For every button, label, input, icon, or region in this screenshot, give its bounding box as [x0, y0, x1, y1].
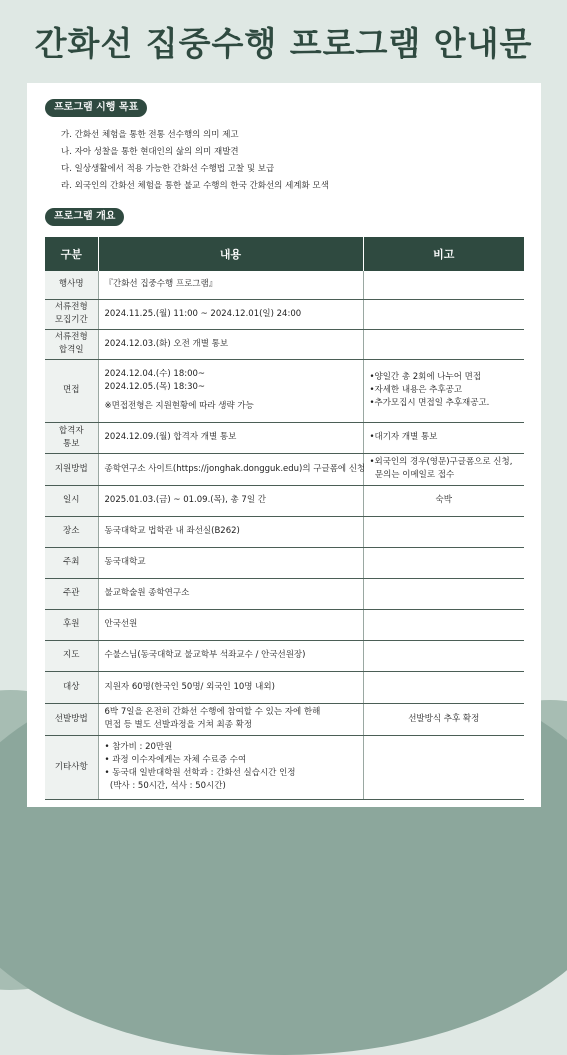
- goal-item: 다. 일상생활에서 적용 가능한 간화선 수행법 고찰 및 보급: [61, 164, 275, 174]
- row-content-line: 2025.01.03.(금) ~ 01.09.(목), 총 7일 간: [104, 495, 266, 505]
- row-label-line: 서류전형: [54, 332, 88, 342]
- row-note: [363, 703, 524, 735]
- row-content-line: 2024.11.25.(월) 11:00 ~ 2024.12.01(일) 24:00: [104, 308, 302, 319]
- row-note-line: 선발방식 추후 확정: [408, 713, 480, 724]
- row-note: [363, 485, 524, 516]
- table-row: [45, 422, 524, 453]
- table-row: [45, 359, 524, 422]
- row-note-line: •외국인의 경우(영문)구글폼으로 신청,: [369, 457, 513, 467]
- row-content: [98, 609, 363, 640]
- row-content: [98, 299, 363, 329]
- row-label: [45, 640, 98, 671]
- row-content-line: 안국선원: [104, 619, 138, 629]
- row-content: [98, 422, 363, 453]
- table-row: [45, 735, 524, 799]
- page-title: 간화선 집중수행 프로그램 안내문: [34, 24, 533, 63]
- row-label: [45, 609, 98, 640]
- row-content: [98, 359, 363, 422]
- row-content-line: (박사 : 50시간, 석사 : 50시간): [104, 781, 226, 791]
- row-content-line: • 동국대 일반대학원 선학과 : 간화선 실습시간 인정: [104, 768, 296, 778]
- table-row: [45, 640, 524, 671]
- row-content-line: 동국대학교 법학관 내 좌선실(B262): [104, 526, 240, 536]
- row-label-line: 지도: [63, 650, 80, 660]
- row-content-line: 동국대학교: [104, 557, 146, 567]
- row-label: [45, 271, 98, 299]
- goal-item: 나. 자아 성찰을 통한 현대인의 삶의 의미 재발견: [61, 147, 239, 157]
- row-label-line: 주관: [63, 588, 80, 598]
- row-label-line: 지원방법: [54, 463, 88, 474]
- table-row: [45, 703, 524, 735]
- row-label-line: 주최: [63, 557, 80, 567]
- row-note: [363, 671, 524, 703]
- row-label: [45, 578, 98, 609]
- row-content: [98, 640, 363, 671]
- row-label-line: 서류전형: [54, 302, 88, 312]
- row-content-line: 2024.12.03.(화) 오전 개별 통보: [104, 338, 229, 349]
- row-note: [363, 735, 524, 799]
- row-label-line: 선발방법: [54, 713, 88, 724]
- row-content: [98, 329, 363, 359]
- row-content-line: 수불스님(동국대학교 불교학부 석좌교수 / 안국선원장): [104, 650, 306, 660]
- row-content-line: 불교학술원 종학연구소: [104, 588, 190, 598]
- row-note: [363, 547, 524, 578]
- row-note: [363, 271, 524, 299]
- row-content-line: 6박 7일을 온전히 간화선 수행에 참여할 수 있는 자에 한해: [104, 707, 321, 717]
- row-content: [98, 578, 363, 609]
- row-label-line: 후원: [63, 619, 80, 629]
- row-content: [98, 703, 363, 735]
- header-note: 비고: [363, 237, 524, 271]
- row-label-line: 합격자: [58, 425, 84, 436]
- row-content-line: 『간화선 집중수행 프로그램』: [104, 279, 218, 290]
- row-note-line: •대기자 개별 통보: [369, 432, 438, 442]
- row-note-line: •추가모집시 면접일 추후재공고.: [369, 398, 490, 408]
- row-label: [45, 299, 98, 329]
- row-label: [45, 453, 98, 485]
- row-label-line: 합격일: [58, 345, 84, 355]
- row-label-line: 면접: [63, 385, 80, 395]
- row-note: [363, 299, 524, 329]
- row-content-line: 2024.12.09.(월) 합격자 개별 통보: [104, 432, 237, 442]
- goal-item: 가. 간화선 체험을 통한 전통 선수행의 의미 제고: [61, 130, 239, 140]
- overview-heading: 프로그램 개요: [45, 208, 124, 226]
- row-content: [98, 547, 363, 578]
- row-label-line: 통보: [63, 438, 80, 449]
- row-note: [363, 329, 524, 359]
- table-row: [45, 516, 524, 547]
- row-label-line: 대상: [63, 681, 80, 692]
- row-content: [98, 735, 363, 799]
- goal-item: 라. 외국인의 간화선 체험을 통한 불교 수행의 한국 간화선의 세계화 모색: [61, 181, 329, 191]
- row-note: [363, 609, 524, 640]
- table-row: [45, 609, 524, 640]
- table-row: [45, 547, 524, 578]
- row-note-line: 문의는 이메일로 접수: [369, 470, 455, 480]
- row-note: [363, 578, 524, 609]
- table-row: [45, 578, 524, 609]
- row-note-line: •양일간 총 2회에 나누어 면접: [369, 372, 482, 382]
- table-row: [45, 485, 524, 516]
- row-note: [363, 422, 524, 453]
- row-label: [45, 671, 98, 703]
- goals-heading: 프로그램 시행 목표: [45, 99, 147, 117]
- row-content-line: 2024.12.05.(목) 18:30~: [104, 382, 206, 392]
- row-content-line: 2024.12.04.(수) 18:00~: [104, 369, 206, 379]
- row-content-line: 지원자 60명(한국인 50명/ 외국인 10명 내외): [104, 681, 275, 692]
- row-content: [98, 453, 366, 485]
- row-content-line: • 참가비 : 20만원: [104, 742, 173, 752]
- row-content-line: ※면접전형은 지원현황에 따라 생략 가능: [104, 401, 254, 411]
- row-content: [98, 271, 363, 299]
- row-content-line: 면접 등 별도 선발과정을 거쳐 최종 확정: [104, 720, 253, 730]
- table-row: [45, 271, 524, 299]
- row-label-line: 모집기간: [54, 315, 88, 325]
- row-label-line: 일시: [63, 495, 80, 505]
- table-row: [45, 671, 524, 703]
- row-note: [363, 516, 524, 547]
- row-content-line: 종학연구소 사이트(https://jonghak.dongguk.edu)의 구글폼에 신청: [104, 463, 366, 474]
- row-label: [45, 359, 98, 422]
- overview-table: [45, 237, 524, 800]
- row-content-line: • 과정 이수자에게는 자체 수료증 수여: [104, 755, 247, 765]
- row-label: [45, 735, 98, 799]
- table-row: [45, 329, 524, 359]
- table-body: [45, 271, 524, 799]
- row-label-line: 장소: [63, 526, 80, 536]
- row-label: [45, 547, 98, 578]
- table-row: [45, 453, 524, 485]
- table-row: [45, 299, 524, 329]
- row-label-line: 기타사항: [54, 761, 88, 772]
- header-content: 내용: [98, 237, 363, 271]
- row-note-line: 숙박: [435, 495, 452, 505]
- row-note-line: •자세한 내용은 추후공고: [369, 385, 463, 395]
- table-header-row: [45, 237, 524, 271]
- row-note: [363, 453, 524, 485]
- header-category: 구분: [45, 237, 98, 271]
- row-note: [363, 640, 524, 671]
- row-content: [98, 485, 363, 516]
- row-label: [45, 329, 98, 359]
- row-content: [98, 516, 363, 547]
- row-content: [98, 671, 363, 703]
- row-label: [45, 485, 98, 516]
- row-label-line: 행사명: [58, 279, 84, 290]
- row-label: [45, 516, 98, 547]
- row-label: [45, 703, 98, 735]
- row-label: [45, 422, 98, 453]
- row-note: [363, 359, 524, 422]
